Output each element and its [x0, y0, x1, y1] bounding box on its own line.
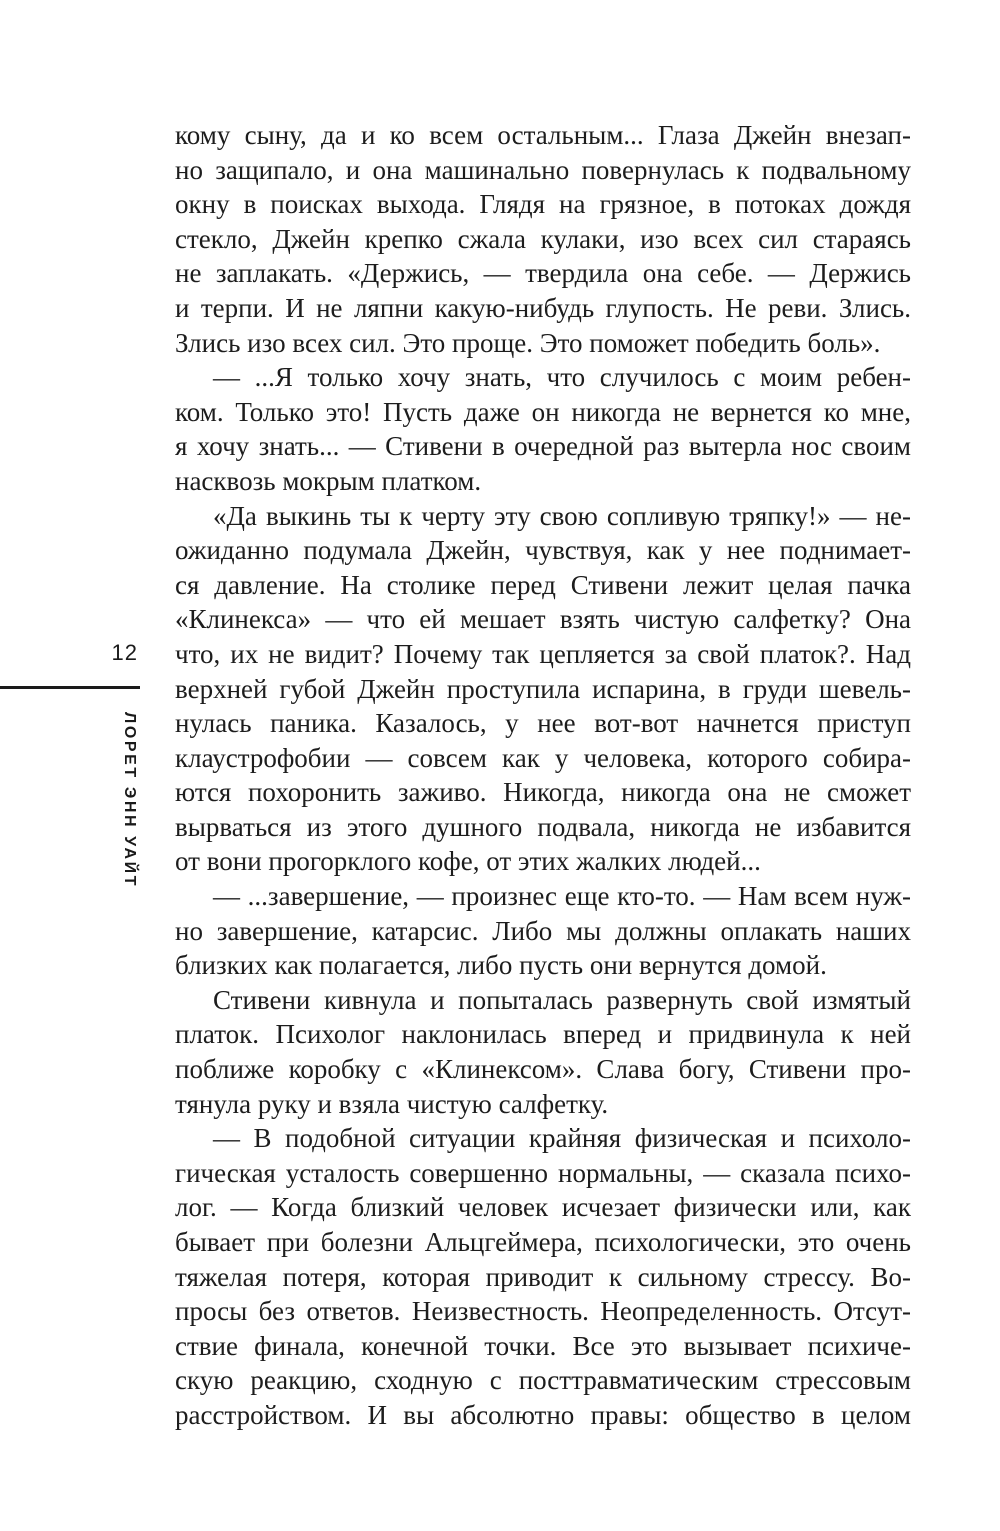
text-line: окну в поисках выхода. Глядя на грязное, в потоках дождя: [175, 189, 911, 220]
text-line: расстройством. И вы абсолютно правы: общество в целом: [175, 1399, 911, 1430]
text-line: близких как полагается, либо пусть они вернутся домой.: [175, 950, 827, 981]
text-line: от вони прогорклого кофе, от этих жалких людей...: [175, 846, 761, 877]
text-line: — ...завершение, — произнес еще кто-то. — Нам всем нуж-: [213, 881, 911, 912]
text-line: насквозь мокрым платком.: [175, 465, 482, 496]
text-line: — ...Я только хочу знать, что случилось с моим ребен-: [213, 362, 911, 393]
text-line: кому сыну, да и ко всем остальным... Глаза Джейн внезап-: [175, 120, 911, 150]
text-line: гическая усталость совершенно нормальны, — сказала психо-: [175, 1157, 911, 1188]
text-line: Злись изо всех сил. Это проще. Это поможет победить боль».: [175, 327, 881, 358]
text-line: что, их не видит? Почему так цепляется за свой платок?. Над: [175, 638, 911, 669]
text-line: но завершение, катарсис. Либо мы должны оплакать наших: [175, 915, 911, 946]
text-line: клаустрофобии — совсем как у человека, которого собира-: [175, 742, 911, 773]
text-line: ком. Только это! Пусть даже он никогда не вернется ко мне,: [175, 396, 911, 427]
text-line: ются похоронить заживо. Никогда, никогда она не сможет: [175, 777, 911, 808]
text-line: просы без ответов. Неизвестность. Неопределенность. Отсут-: [175, 1296, 911, 1327]
text-line: стекло, Джейн крепко сжала кулаки, изо всех сил стараясь: [175, 223, 911, 254]
text-line: нулась паника. Казалось, у нее вот-вот начнется приступ: [175, 708, 911, 739]
text-line: Стивени кивнула и попыталась развернуть свой измятый: [213, 984, 911, 1015]
text-line: «Клинекса» — что ей мешает взять чистую салфетку? Она: [175, 604, 911, 635]
text-line: тяжелая потеря, которая приводит к сильному стрессу. Во-: [175, 1261, 911, 1292]
text-line: лог. — Когда близкий человек исчезает физически или, как: [175, 1192, 911, 1223]
text-line: платок. Психолог наклонилась вперед и придвинула к ней: [175, 1019, 911, 1050]
page-number: 12: [111, 640, 138, 665]
text-line: поближе коробку с «Клинексом». Слава богу, Стивени про-: [175, 1054, 911, 1085]
page-number-divider: [0, 686, 140, 689]
text-line: я хочу знать... — Стивени в очередной раз вытерла нос своим: [175, 431, 911, 462]
text-line: ствие финала, конечной точки. Все это вызывает психиче-: [175, 1330, 911, 1361]
text-line: тянула руку и взяла чистую салфетку.: [175, 1088, 609, 1119]
running-head-author: ЛОРЕТ ЭНН УАЙТ: [121, 712, 138, 889]
text-line: вырваться из этого душного подвала, никогда не избавится: [175, 811, 911, 842]
text-line: скую реакцию, сходную с посттравматическим стрессовым: [175, 1365, 911, 1396]
text-line: — В подобной ситуации крайняя физическая и психоло-: [213, 1123, 911, 1154]
text-line: верхней губой Джейн проступила испарина, в груди шевель-: [175, 673, 911, 704]
text-line: ожиданно подумала Джейн, чувствуя, как у нее поднимает-: [175, 535, 911, 566]
text-line: и терпи. И не ляпни какую-нибудь глупость. Не реви. Злись.: [175, 292, 911, 323]
text-line: «Да выкинь ты к черту эту свою сопливую тряпку!» — не-: [213, 500, 911, 531]
text-line: но защипало, и она машинально повернулась к подвальному: [175, 154, 911, 185]
text-line: не заплакать. «Держись, — твердила она себе. — Держись: [175, 258, 911, 289]
text-line: ся давление. На столике перед Стивени лежит целая пачка: [175, 569, 911, 600]
text-line: бывает при болезни Альцгеймера, психологически, это очень: [175, 1227, 911, 1257]
body-text: [175, 118, 911, 1433]
